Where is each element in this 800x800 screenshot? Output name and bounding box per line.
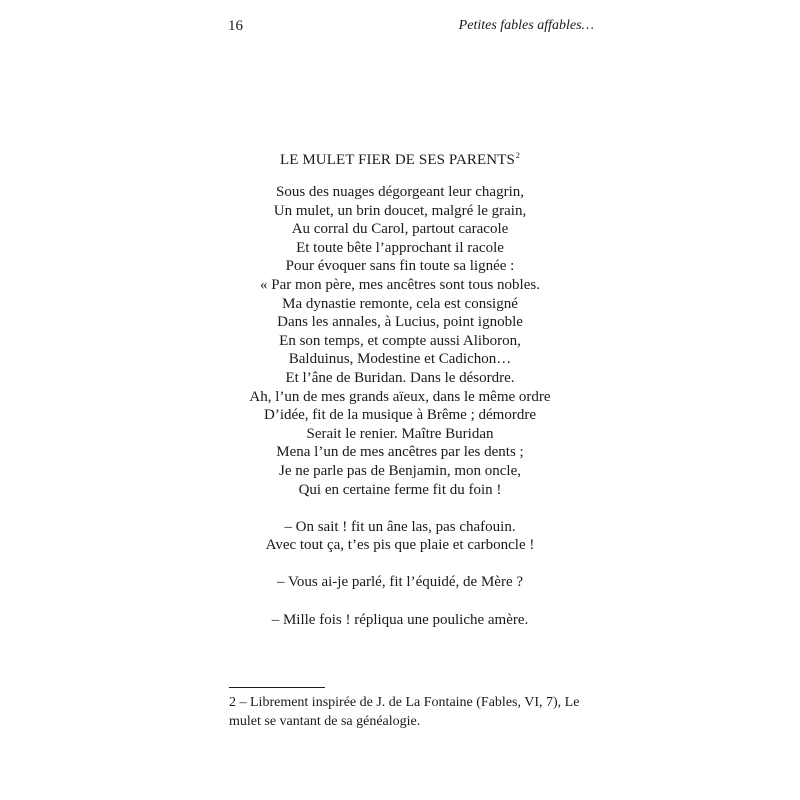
- verse-line: – Vous ai-je parlé, fit l’équidé, de Mère ?: [276, 574, 524, 591]
- verse-line: Qui en certaine ferme fit du foin !: [298, 481, 502, 498]
- verse-line: Sous des nuages dégorgeant leur chagrin,: [276, 184, 524, 200]
- verse-line: Mena l’un de mes ancêtres par les dents ;: [276, 444, 524, 461]
- verse-line: Et l’âne de Buridan. Dans le désordre.: [285, 369, 515, 386]
- verse-line: En son temps, et compte aussi Aliboron,: [279, 332, 521, 349]
- verse-line: Serait le renier. Maître Buridan: [306, 425, 494, 442]
- verse-line: Balduinus, Modestine et Cadichon…: [288, 351, 512, 368]
- footnote-text: 2 – Librement inspirée de J. de La Fontaine (Fables, VI, 7), Le mulet se vantant de sa généalogie.: [229, 695, 580, 729]
- footnote-reference: 2: [515, 151, 521, 160]
- verse-line: Dans les annales, à Lucius, point ignoble: [277, 314, 523, 331]
- verse-line: Ah, l’un de mes grands aïeux, dans le même ordre: [249, 388, 551, 405]
- verse-line: Avec tout ça, t’es pis que plaie et carboncle !: [265, 537, 535, 554]
- verse-line: « Par mon père, mes ancêtres sont tous nobles.: [260, 276, 540, 293]
- verse-line: Ma dynastie remonte, cela est consigné: [282, 295, 518, 312]
- verse-line: Au corral du Carol, partout caracole: [291, 221, 509, 238]
- stanza: [0, 611, 800, 630]
- poem-body: [0, 183, 800, 648]
- stanza: [0, 573, 800, 592]
- stanza: [0, 518, 800, 555]
- verse-line: – Mille fois ! répliqua une pouliche amère.: [271, 611, 529, 628]
- verse-line: Et toute bête l’approchant il racole: [296, 239, 504, 256]
- verse-line: Un mulet, un brin doucet, malgré le grain,: [273, 202, 527, 219]
- verse-line: Je ne parle pas de Benjamin, mon oncle,: [278, 462, 521, 479]
- poem-title: [0, 146, 800, 170]
- poem-title-text: LE MULET FIER DE SES PARENTS: [279, 152, 515, 168]
- stanza: [0, 183, 800, 499]
- page-number: 16: [228, 18, 243, 34]
- footnote-rule: [229, 687, 325, 688]
- verse-line: – On sait ! fit un âne las, pas chafouin.: [284, 518, 516, 535]
- running-head: Petites fables affables…: [458, 18, 594, 33]
- verse-line: Pour évoquer sans fin toute sa lignée :: [285, 258, 515, 275]
- verse-line: D’idée, fit de la musique à Brême ; démordre: [264, 407, 536, 424]
